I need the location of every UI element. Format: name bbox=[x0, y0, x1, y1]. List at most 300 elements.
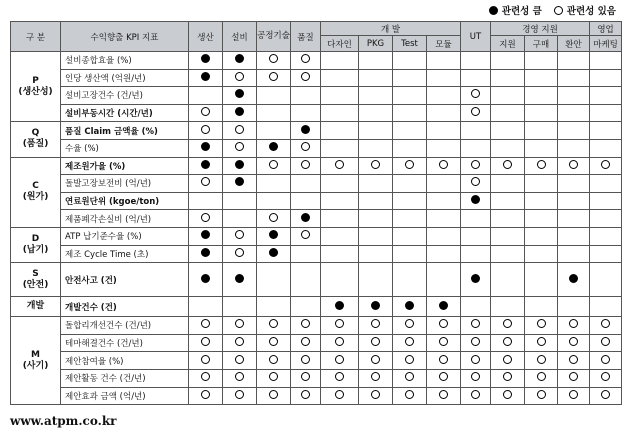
table-row bbox=[11, 263, 622, 297]
relation-cell bbox=[291, 139, 321, 157]
header-col-7: 모듈 bbox=[427, 36, 461, 52]
relation-cell bbox=[491, 157, 525, 175]
hollow-circle-icon bbox=[439, 319, 448, 328]
relation-cell bbox=[291, 387, 321, 405]
relation-cell bbox=[427, 245, 461, 263]
filled-circle-icon bbox=[201, 54, 210, 63]
relation-cell bbox=[590, 210, 622, 228]
header-col-5: PKG bbox=[359, 36, 393, 52]
kpi-name-cell: 돌발고장보전비 (억/년) bbox=[61, 175, 189, 193]
relation-cell bbox=[491, 334, 525, 352]
relation-cell bbox=[461, 317, 491, 335]
header-col-0: 생산 bbox=[189, 22, 223, 52]
relation-cell bbox=[393, 52, 427, 70]
hollow-circle-icon bbox=[503, 355, 512, 364]
relation-cell bbox=[427, 210, 461, 228]
relation-cell bbox=[525, 245, 558, 263]
relation-cell bbox=[189, 334, 223, 352]
hollow-circle-icon bbox=[269, 372, 278, 381]
relation-cell bbox=[223, 263, 257, 297]
hollow-circle-icon bbox=[439, 160, 448, 169]
relation-cell bbox=[393, 352, 427, 370]
hollow-circle-icon bbox=[405, 319, 414, 328]
relation-cell bbox=[461, 192, 491, 210]
hollow-circle-icon bbox=[471, 160, 480, 169]
relation-cell bbox=[393, 387, 427, 405]
relation-cell bbox=[590, 87, 622, 105]
relation-cell bbox=[558, 157, 590, 175]
relation-cell bbox=[461, 387, 491, 405]
table-row bbox=[11, 139, 622, 157]
relation-cell bbox=[427, 175, 461, 193]
relation-cell bbox=[321, 227, 359, 245]
kpi-name-cell: ATP 납기준수율 (%) bbox=[61, 227, 189, 245]
relation-cell bbox=[590, 263, 622, 297]
relation-cell bbox=[590, 69, 622, 87]
relation-cell bbox=[558, 104, 590, 122]
relation-cell bbox=[393, 175, 427, 193]
category-cell: D (납기) bbox=[11, 227, 61, 262]
table-row bbox=[11, 69, 622, 87]
filled-circle-icon bbox=[201, 248, 210, 257]
header-group-dev: 개 발 bbox=[321, 22, 461, 36]
relation-cell bbox=[359, 369, 393, 387]
header-kpi: 수익향출 KPI 지표 bbox=[61, 22, 189, 52]
hollow-circle-icon bbox=[569, 372, 578, 381]
relation-cell bbox=[427, 369, 461, 387]
table-row bbox=[11, 52, 622, 70]
relation-cell bbox=[461, 352, 491, 370]
category-cell: C (원가) bbox=[11, 157, 61, 227]
relation-cell bbox=[461, 104, 491, 122]
relation-cell bbox=[223, 192, 257, 210]
relation-cell bbox=[321, 52, 359, 70]
relation-cell bbox=[525, 210, 558, 228]
hollow-circle-icon bbox=[371, 160, 380, 169]
hollow-circle-icon bbox=[439, 372, 448, 381]
kpi-table-body bbox=[11, 52, 622, 405]
relation-cell bbox=[321, 87, 359, 105]
hollow-circle-icon bbox=[569, 355, 578, 364]
relation-cell bbox=[427, 87, 461, 105]
relation-cell bbox=[257, 227, 291, 245]
relation-cell bbox=[427, 104, 461, 122]
header-col-9: 지원 bbox=[491, 36, 525, 52]
hollow-circle-icon bbox=[503, 319, 512, 328]
hollow-circle-icon bbox=[601, 160, 610, 169]
relation-cell bbox=[393, 87, 427, 105]
hollow-circle-icon bbox=[371, 337, 380, 346]
relation-cell bbox=[461, 157, 491, 175]
hollow-circle-icon bbox=[471, 107, 480, 116]
relation-cell bbox=[291, 104, 321, 122]
relation-cell bbox=[291, 297, 321, 317]
hollow-circle-icon bbox=[235, 319, 244, 328]
relation-cell bbox=[321, 369, 359, 387]
legend-strong-label: 관련성 큼 bbox=[501, 6, 542, 17]
table-row bbox=[11, 227, 622, 245]
hollow-circle-icon bbox=[537, 372, 546, 381]
relation-cell bbox=[257, 192, 291, 210]
kpi-name-cell: 개발건수 (건) bbox=[61, 297, 189, 317]
relation-cell bbox=[393, 334, 427, 352]
hollow-circle-icon bbox=[335, 372, 344, 381]
filled-circle-icon bbox=[489, 6, 498, 15]
relation-cell bbox=[393, 297, 427, 317]
relation-cell bbox=[321, 263, 359, 297]
hollow-circle-icon bbox=[471, 390, 480, 399]
relation-cell bbox=[223, 369, 257, 387]
relation-cell bbox=[223, 175, 257, 193]
relation-cell bbox=[359, 69, 393, 87]
kpi-name-cell: 제품폐각손실비 (억/년) bbox=[61, 210, 189, 228]
kpi-name-cell: 설비부동시간 (시간/년) bbox=[61, 104, 189, 122]
relation-cell bbox=[359, 52, 393, 70]
relation-cell bbox=[525, 122, 558, 140]
relation-cell bbox=[558, 297, 590, 317]
kpi-name-cell: 돌합리개선건수 (건/년) bbox=[61, 317, 189, 335]
relation-cell bbox=[291, 352, 321, 370]
relation-cell bbox=[291, 122, 321, 140]
table-row bbox=[11, 334, 622, 352]
hollow-circle-icon bbox=[201, 390, 210, 399]
relation-cell bbox=[321, 317, 359, 335]
relation-cell bbox=[558, 192, 590, 210]
hollow-circle-icon bbox=[471, 337, 480, 346]
filled-circle-icon bbox=[235, 107, 244, 116]
relation-cell bbox=[525, 52, 558, 70]
relation-cell bbox=[427, 52, 461, 70]
filled-circle-icon bbox=[335, 301, 344, 310]
header-col-8: UT bbox=[461, 22, 491, 52]
relation-cell bbox=[491, 122, 525, 140]
relation-cell bbox=[291, 263, 321, 297]
kpi-relation-table bbox=[10, 21, 622, 405]
hollow-circle-icon bbox=[371, 355, 380, 364]
filled-circle-icon bbox=[371, 301, 380, 310]
hollow-circle-icon bbox=[503, 390, 512, 399]
relation-cell bbox=[291, 227, 321, 245]
relation-cell bbox=[291, 87, 321, 105]
kpi-name-cell: 인당 생산액 (억원/년) bbox=[61, 69, 189, 87]
relation-cell bbox=[359, 210, 393, 228]
relation-cell bbox=[427, 69, 461, 87]
relation-cell bbox=[491, 52, 525, 70]
hollow-circle-icon bbox=[405, 372, 414, 381]
relation-cell bbox=[223, 69, 257, 87]
relation-cell bbox=[223, 245, 257, 263]
relation-cell bbox=[590, 227, 622, 245]
relation-cell bbox=[257, 87, 291, 105]
relation-cell bbox=[491, 227, 525, 245]
hollow-circle-icon bbox=[471, 89, 480, 98]
relation-cell bbox=[189, 387, 223, 405]
relation-cell bbox=[321, 210, 359, 228]
relation-cell bbox=[223, 122, 257, 140]
legend-strong bbox=[489, 3, 542, 17]
hollow-circle-icon bbox=[235, 125, 244, 134]
hollow-circle-icon bbox=[201, 125, 210, 134]
hollow-circle-icon bbox=[569, 390, 578, 399]
relation-cell bbox=[359, 87, 393, 105]
relation-cell bbox=[393, 317, 427, 335]
relation-cell bbox=[491, 369, 525, 387]
relation-cell bbox=[590, 317, 622, 335]
relation-cell bbox=[491, 245, 525, 263]
filled-circle-icon bbox=[201, 274, 210, 283]
relation-cell bbox=[590, 334, 622, 352]
hollow-circle-icon bbox=[503, 372, 512, 381]
relation-cell bbox=[257, 52, 291, 70]
relation-cell bbox=[257, 104, 291, 122]
relation-cell bbox=[590, 297, 622, 317]
header-col-6: Test bbox=[393, 36, 427, 52]
hollow-circle-icon bbox=[537, 160, 546, 169]
relation-cell bbox=[427, 263, 461, 297]
relation-cell bbox=[525, 263, 558, 297]
hollow-circle-icon bbox=[269, 72, 278, 81]
relation-cell bbox=[590, 139, 622, 157]
hollow-circle-icon bbox=[301, 319, 310, 328]
hollow-circle-icon bbox=[235, 372, 244, 381]
relation-cell bbox=[558, 139, 590, 157]
relation-cell bbox=[558, 87, 590, 105]
relation-cell bbox=[321, 387, 359, 405]
relation-cell bbox=[257, 245, 291, 263]
filled-circle-icon bbox=[405, 301, 414, 310]
category-cell: M (사기) bbox=[11, 317, 61, 405]
relation-cell bbox=[189, 297, 223, 317]
relation-cell bbox=[427, 227, 461, 245]
category-cell: P (생산성) bbox=[11, 52, 61, 122]
relation-cell bbox=[223, 352, 257, 370]
legend-weak-label: 관련성 있음 bbox=[566, 6, 616, 17]
filled-circle-icon bbox=[201, 142, 210, 151]
relation-cell bbox=[359, 297, 393, 317]
hollow-circle-icon bbox=[569, 160, 578, 169]
relation-cell bbox=[427, 122, 461, 140]
relation-cell bbox=[590, 352, 622, 370]
relation-cell bbox=[558, 263, 590, 297]
relation-cell bbox=[461, 87, 491, 105]
relation-cell bbox=[359, 263, 393, 297]
relation-cell bbox=[291, 52, 321, 70]
relation-cell bbox=[359, 192, 393, 210]
relation-cell bbox=[491, 69, 525, 87]
filled-circle-icon bbox=[301, 125, 310, 134]
relation-cell bbox=[257, 69, 291, 87]
relation-cell bbox=[223, 52, 257, 70]
relation-cell bbox=[461, 139, 491, 157]
relation-cell bbox=[491, 175, 525, 193]
relation-cell bbox=[257, 122, 291, 140]
header-category: 구 분 bbox=[11, 22, 61, 52]
kpi-name-cell: 제조 Cycle Time (초) bbox=[61, 245, 189, 263]
relation-cell bbox=[393, 192, 427, 210]
relation-cell bbox=[558, 52, 590, 70]
relation-cell bbox=[321, 157, 359, 175]
kpi-name-cell: 테마해결건수 (건/년) bbox=[61, 334, 189, 352]
relation-cell bbox=[223, 334, 257, 352]
relation-cell bbox=[525, 369, 558, 387]
header-group-sales: 영업 bbox=[590, 22, 622, 36]
relation-cell bbox=[461, 52, 491, 70]
relation-cell bbox=[359, 104, 393, 122]
header-col-3: 품질 bbox=[291, 22, 321, 52]
relation-cell bbox=[590, 122, 622, 140]
hollow-circle-icon bbox=[601, 319, 610, 328]
hollow-circle-icon bbox=[301, 355, 310, 364]
relation-cell bbox=[321, 175, 359, 193]
relation-cell bbox=[321, 139, 359, 157]
hollow-circle-icon bbox=[301, 54, 310, 63]
hollow-circle-icon bbox=[335, 160, 344, 169]
relation-cell bbox=[189, 227, 223, 245]
hollow-circle-icon bbox=[201, 372, 210, 381]
relation-cell bbox=[189, 245, 223, 263]
hollow-circle-icon bbox=[601, 372, 610, 381]
relation-cell bbox=[393, 122, 427, 140]
relation-cell bbox=[223, 387, 257, 405]
relation-cell bbox=[291, 192, 321, 210]
header-col-12: 마케팅 bbox=[590, 36, 622, 52]
hollow-circle-icon bbox=[235, 355, 244, 364]
kpi-name-cell: 설비고장건수 (건/년) bbox=[61, 87, 189, 105]
relation-cell bbox=[558, 210, 590, 228]
relation-cell bbox=[393, 139, 427, 157]
hollow-circle-icon bbox=[235, 248, 244, 257]
relation-cell bbox=[393, 245, 427, 263]
header-group-support: 경영 지원 bbox=[491, 22, 590, 36]
relation-cell bbox=[223, 87, 257, 105]
relation-cell bbox=[189, 317, 223, 335]
relation-cell bbox=[393, 157, 427, 175]
relation-cell bbox=[321, 192, 359, 210]
hollow-circle-icon bbox=[537, 390, 546, 399]
hollow-circle-icon bbox=[301, 390, 310, 399]
relation-cell bbox=[321, 104, 359, 122]
relation-cell bbox=[321, 352, 359, 370]
hollow-circle-icon bbox=[371, 390, 380, 399]
header-col-2 bbox=[257, 22, 291, 52]
hollow-circle-icon bbox=[235, 142, 244, 151]
relation-cell bbox=[291, 369, 321, 387]
hollow-circle-icon bbox=[335, 355, 344, 364]
relation-cell bbox=[558, 69, 590, 87]
relation-cell bbox=[189, 369, 223, 387]
filled-circle-icon bbox=[201, 160, 210, 169]
kpi-name-cell: 안전사고 (건) bbox=[61, 263, 189, 297]
relation-cell bbox=[590, 369, 622, 387]
relation-cell bbox=[359, 175, 393, 193]
filled-circle-icon bbox=[471, 274, 480, 283]
relation-cell bbox=[359, 317, 393, 335]
hollow-circle-icon bbox=[537, 337, 546, 346]
relation-cell bbox=[491, 210, 525, 228]
relation-cell bbox=[590, 175, 622, 193]
hollow-circle-icon bbox=[335, 319, 344, 328]
hollow-circle-icon bbox=[201, 319, 210, 328]
filled-circle-icon bbox=[269, 142, 278, 151]
relation-cell bbox=[525, 139, 558, 157]
relation-cell bbox=[491, 297, 525, 317]
filled-circle-icon bbox=[569, 274, 578, 283]
hollow-circle-icon bbox=[537, 319, 546, 328]
relation-cell bbox=[525, 192, 558, 210]
hollow-circle-icon bbox=[371, 372, 380, 381]
hollow-circle-icon bbox=[537, 355, 546, 364]
relation-cell bbox=[558, 352, 590, 370]
relation-cell bbox=[291, 69, 321, 87]
relation-cell bbox=[321, 245, 359, 263]
table-row bbox=[11, 175, 622, 193]
relation-cell bbox=[189, 104, 223, 122]
relation-cell bbox=[427, 139, 461, 157]
relation-cell bbox=[359, 139, 393, 157]
hollow-circle-icon bbox=[269, 390, 278, 399]
hollow-circle-icon bbox=[601, 355, 610, 364]
relation-cell bbox=[393, 210, 427, 228]
relation-cell bbox=[321, 334, 359, 352]
table-row bbox=[11, 192, 622, 210]
relation-cell bbox=[189, 69, 223, 87]
filled-circle-icon bbox=[235, 54, 244, 63]
kpi-name-cell: 연료원단위 (kgoe/ton) bbox=[61, 192, 189, 210]
relation-cell bbox=[491, 192, 525, 210]
table-row bbox=[11, 104, 622, 122]
hollow-circle-icon bbox=[235, 337, 244, 346]
relation-cell bbox=[223, 317, 257, 335]
relation-cell bbox=[189, 210, 223, 228]
relation-cell bbox=[558, 175, 590, 193]
hollow-circle-icon bbox=[405, 355, 414, 364]
kpi-name-cell: 제안효과 금액 (억/년) bbox=[61, 387, 189, 405]
relation-cell bbox=[525, 352, 558, 370]
relation-cell bbox=[291, 157, 321, 175]
relation-cell bbox=[525, 317, 558, 335]
relation-cell bbox=[427, 334, 461, 352]
hollow-circle-icon bbox=[405, 390, 414, 399]
relation-cell bbox=[257, 334, 291, 352]
table-row bbox=[11, 210, 622, 228]
relation-cell bbox=[491, 104, 525, 122]
hollow-circle-icon bbox=[471, 372, 480, 381]
kpi-name-cell: 수율 (%) bbox=[61, 139, 189, 157]
relation-cell bbox=[359, 122, 393, 140]
relation-cell bbox=[291, 245, 321, 263]
hollow-circle-icon bbox=[269, 319, 278, 328]
relation-cell bbox=[590, 104, 622, 122]
hollow-circle-icon bbox=[601, 390, 610, 399]
relation-cell bbox=[427, 387, 461, 405]
relation-cell bbox=[223, 157, 257, 175]
hollow-circle-icon bbox=[439, 355, 448, 364]
relation-cell bbox=[558, 387, 590, 405]
category-cell: 개발 bbox=[11, 297, 61, 317]
relation-cell bbox=[461, 69, 491, 87]
relation-cell bbox=[257, 369, 291, 387]
relation-cell bbox=[491, 87, 525, 105]
relation-cell bbox=[590, 192, 622, 210]
relation-cell bbox=[525, 297, 558, 317]
relation-cell bbox=[189, 263, 223, 297]
hollow-circle-icon bbox=[201, 107, 210, 116]
relation-cell bbox=[393, 369, 427, 387]
header-col-11: 환안 bbox=[558, 36, 590, 52]
hollow-circle-icon bbox=[503, 160, 512, 169]
relation-cell bbox=[189, 52, 223, 70]
relation-cell bbox=[321, 69, 359, 87]
